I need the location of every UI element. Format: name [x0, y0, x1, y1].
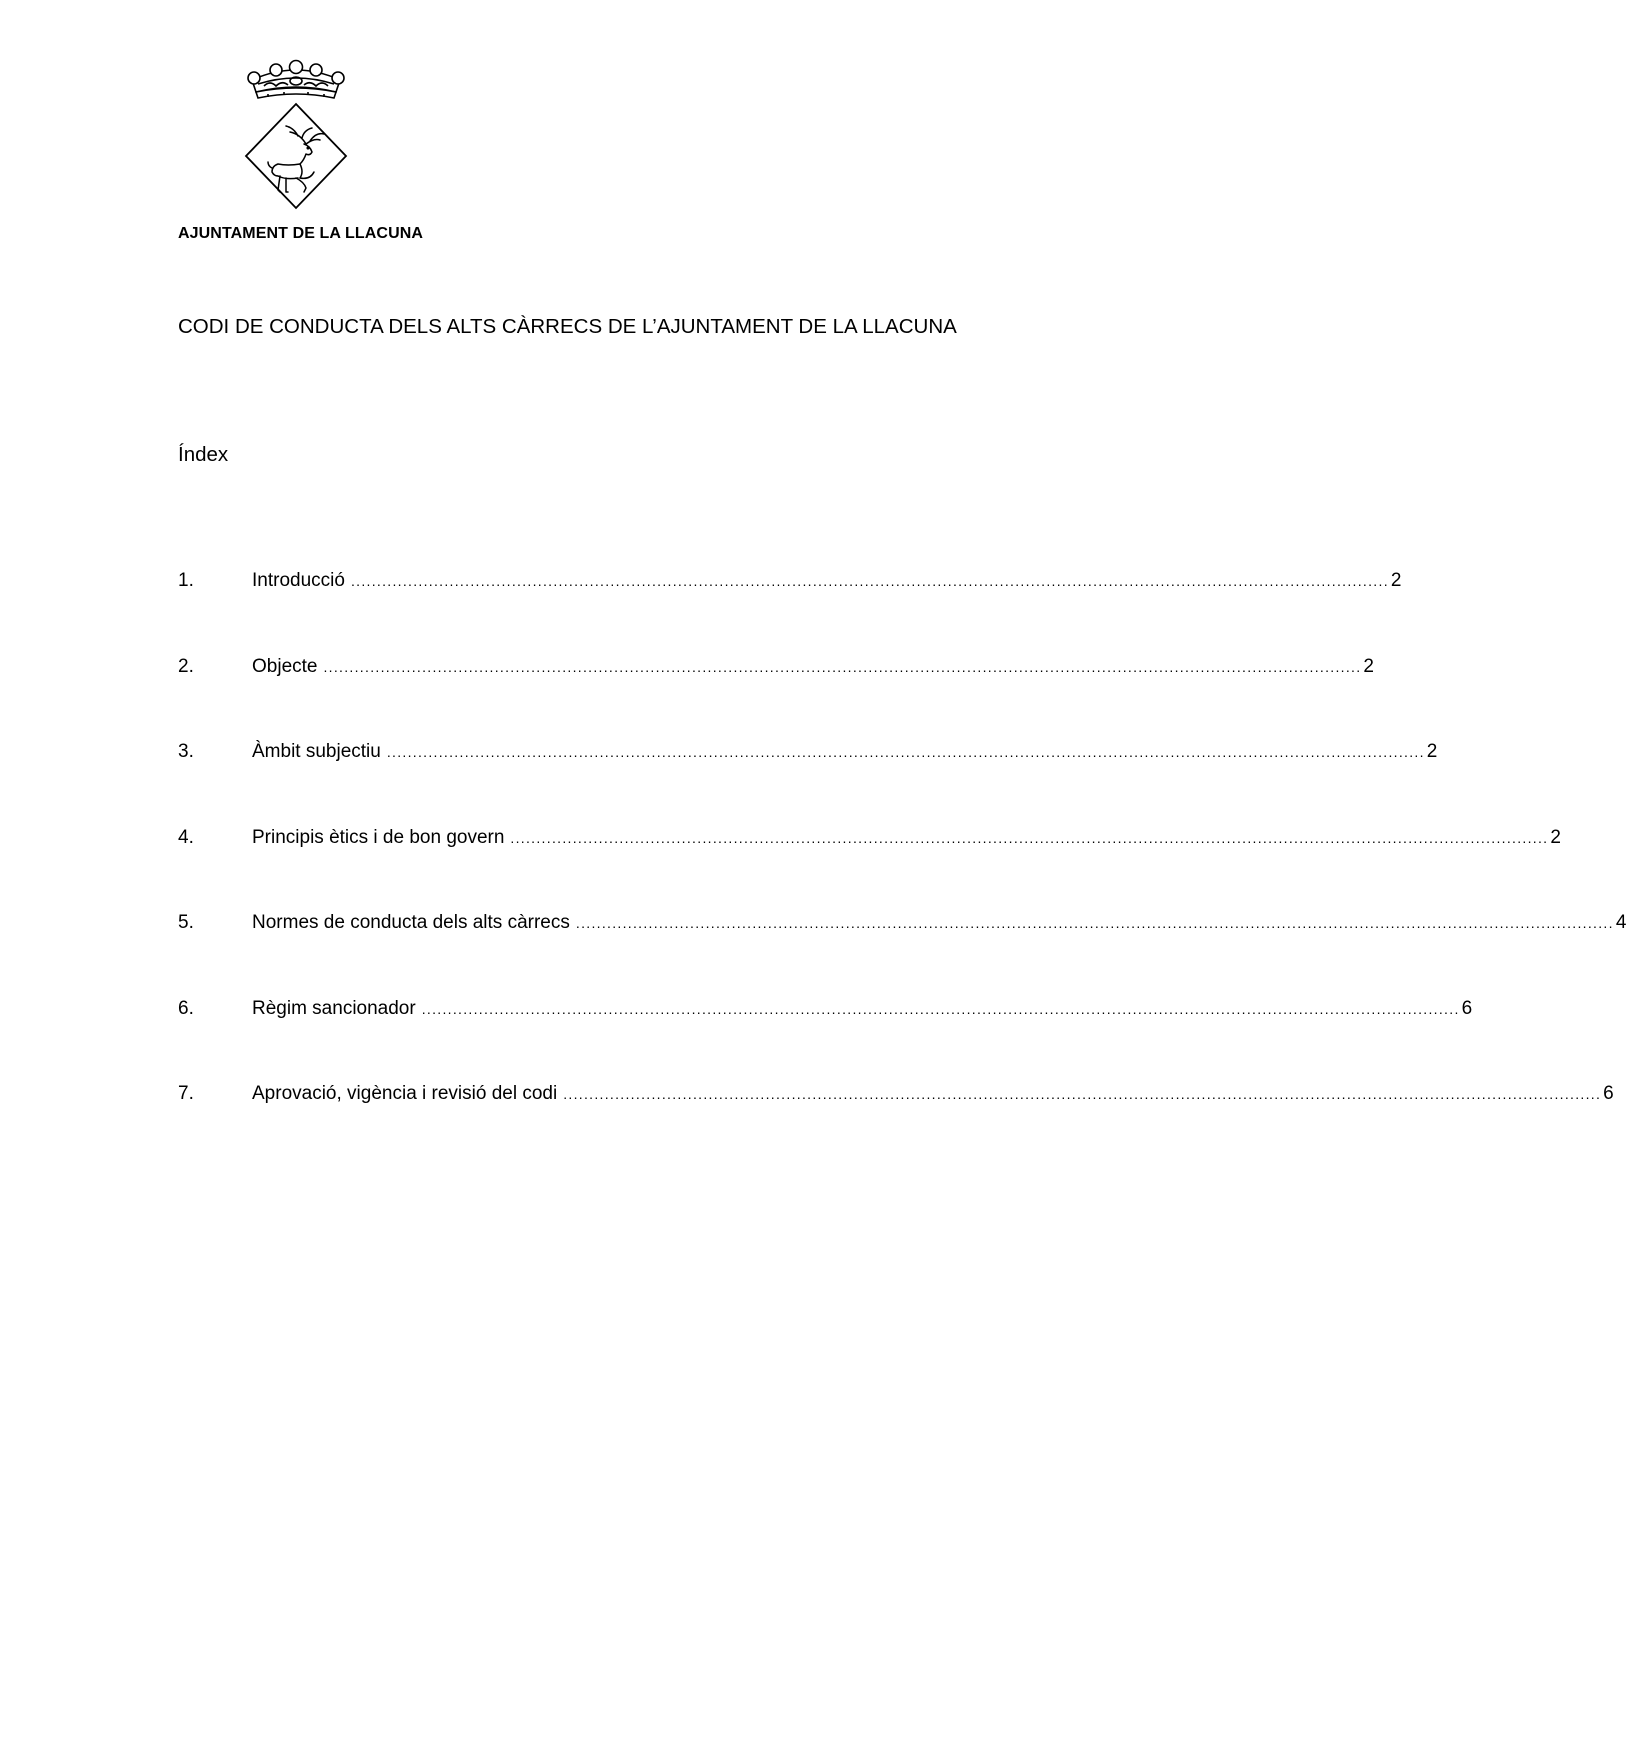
- toc-entry-label: Objecte: [252, 655, 318, 677]
- toc-entry-number: 1.: [178, 570, 194, 591]
- toc-entry[interactable]: [178, 997, 1473, 1084]
- toc-entry-page: 6: [1603, 1083, 1614, 1104]
- toc-entry-label: Àmbit subjectiu: [252, 741, 381, 762]
- toc-entry-number: 3.: [178, 741, 194, 762]
- document-title: CODI DE CONDUCTA DELS ALTS CÀRRECS DE L’AJUNTAMENT DE LA LLACUNA: [178, 315, 957, 338]
- table-of-contents: [178, 570, 1626, 1169]
- toc-entry-page: 6: [1461, 997, 1473, 1019]
- toc-entry-label: Aprovació, vigència i revisió del codi: [252, 1083, 558, 1104]
- toc-entry[interactable]: [178, 1083, 1614, 1169]
- toc-entry[interactable]: [178, 912, 1626, 998]
- toc-entry-page: 4: [1615, 912, 1626, 933]
- toc-entry-label: Principis ètics i de bon govern: [252, 826, 505, 848]
- toc-entry-number: 2.: [178, 655, 194, 677]
- toc-entry-page: 2: [1550, 826, 1561, 848]
- toc-entry-number: 7.: [178, 1083, 194, 1104]
- toc-entry[interactable]: [178, 741, 1438, 827]
- toc-entry[interactable]: [178, 826, 1561, 913]
- municipal-coat-of-arms-icon: [240, 62, 352, 212]
- toc-dot-leader: ........................................................................................................................................................................................................: [323, 658, 1362, 675]
- toc-entry-label: Normes de conducta dels alts càrrecs: [252, 912, 570, 933]
- coat-of-arms-logo: [240, 62, 352, 212]
- toc-entry-page: 2: [1363, 655, 1374, 677]
- toc-entry-label: Règim sancionador: [252, 997, 416, 1019]
- toc-dot-leader: ........................................................................................................................................................................................................: [350, 573, 1389, 589]
- toc-entry-label: Introducció: [252, 570, 345, 591]
- toc-dot-leader: ........................................................................................................................................................................................................: [510, 829, 1549, 846]
- toc-entry-number: 4.: [178, 826, 194, 848]
- organization-name: AJUNTAMENT DE LA LLACUNA: [178, 225, 424, 242]
- toc-entry-number: 6.: [178, 997, 194, 1019]
- toc-dot-leader: ........................................................................................................................................................................................................: [421, 1000, 1460, 1017]
- toc-entry[interactable]: [178, 655, 1374, 742]
- toc-entry-page: 2: [1426, 741, 1438, 762]
- index-heading: Índex: [178, 443, 229, 466]
- toc-dot-leader: ........................................................................................................................................................................................................: [386, 744, 1425, 760]
- toc-dot-leader: ........................................................................................................................................................................................................: [575, 915, 1614, 931]
- toc-entry-page: 2: [1390, 570, 1402, 591]
- toc-dot-leader: ........................................................................................................................................................................................................: [563, 1086, 1602, 1102]
- toc-entry[interactable]: [178, 570, 1402, 656]
- toc-entry-number: 5.: [178, 912, 194, 933]
